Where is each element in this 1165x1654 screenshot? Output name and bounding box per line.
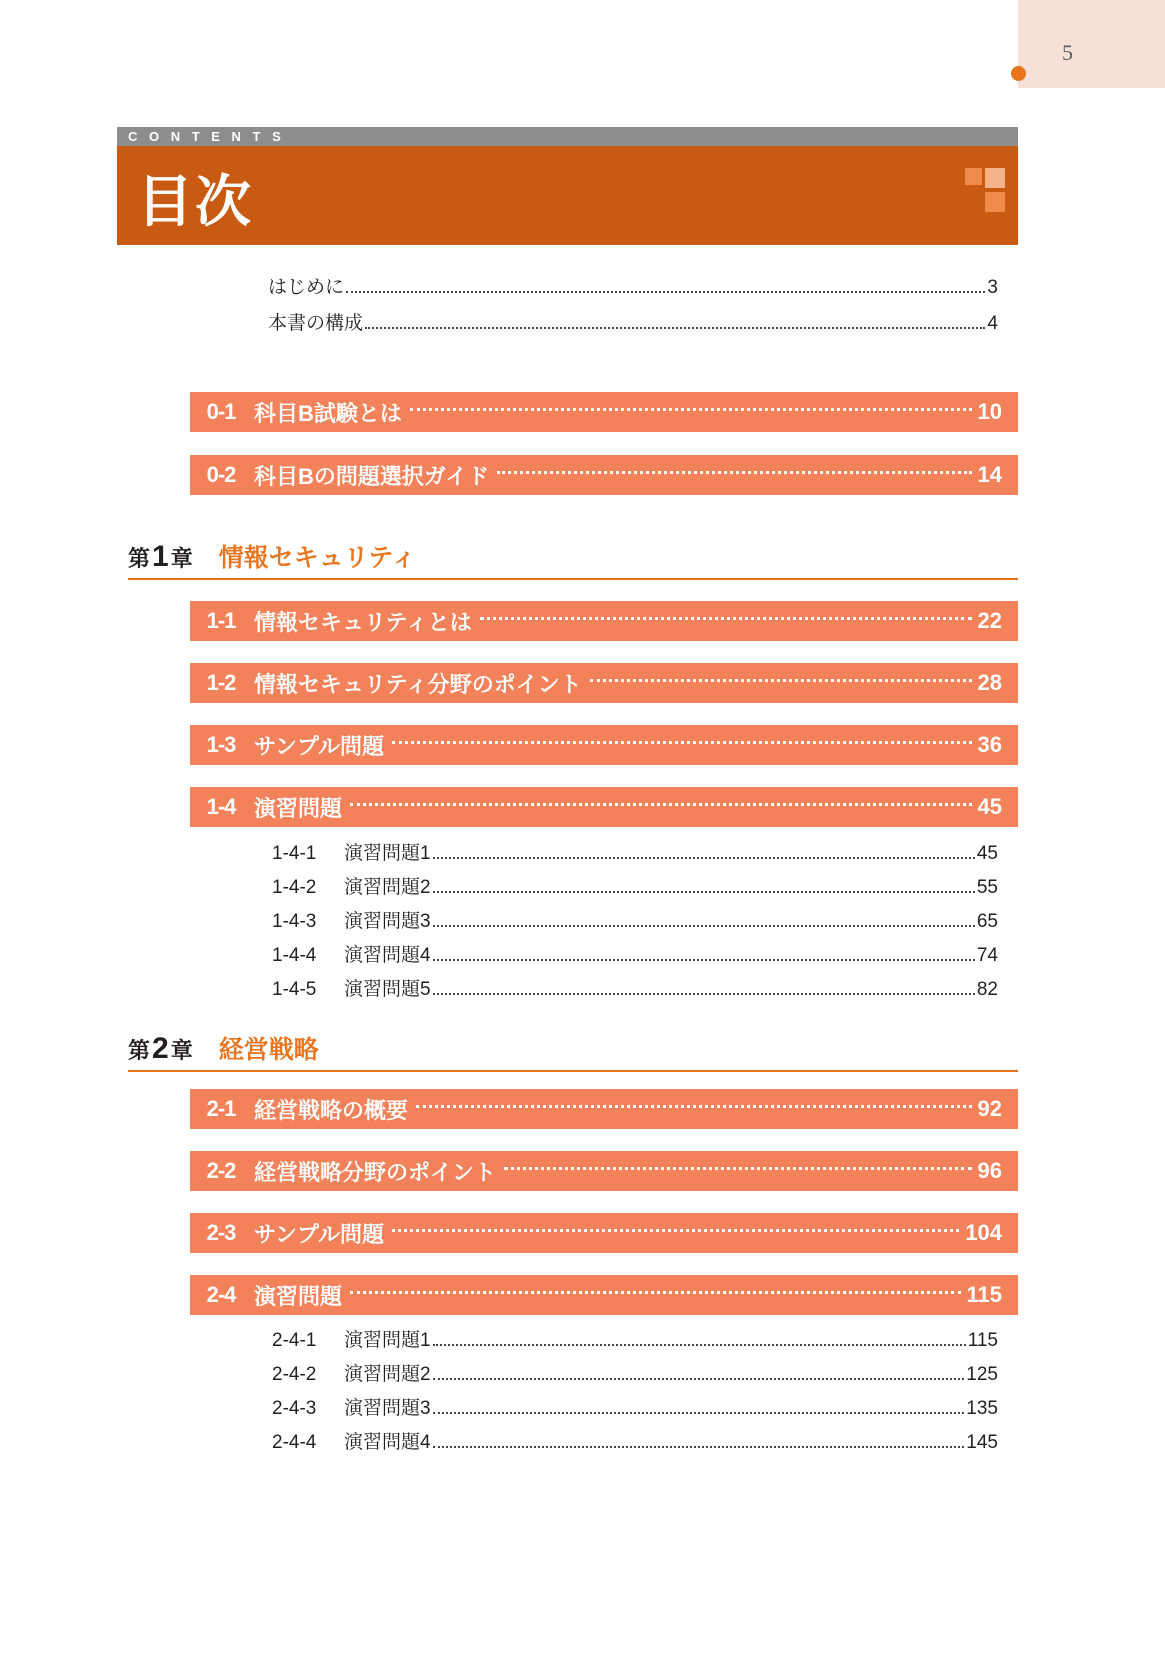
- leader-dots: [433, 1445, 965, 1448]
- leader-dots: [392, 1228, 959, 1232]
- subsection-title: 演習問題4: [344, 1432, 431, 1453]
- chapter-suffix: 章: [170, 546, 193, 571]
- subsection-number: 1-4-3: [272, 911, 317, 932]
- leader-dots: [480, 616, 972, 620]
- section-number: 0-1: [206, 399, 236, 424]
- leader-dots: [433, 856, 975, 859]
- section-title: 経営戦略分野のポイント: [254, 1159, 497, 1185]
- section-page: 115: [966, 1282, 1002, 1307]
- section-title: 科目Bの問題選択ガイド: [254, 463, 490, 489]
- subsection-page: 125: [966, 1364, 998, 1385]
- leader-dots: [433, 992, 975, 995]
- toc-section-row[interactable]: [190, 455, 1018, 495]
- section-number: 2-3: [206, 1220, 236, 1245]
- list-item[interactable]: [272, 1393, 998, 1420]
- subsection-title: 演習問題2: [344, 1364, 431, 1385]
- subsection-number: 1-4-1: [272, 843, 317, 864]
- chapter-prefix: 第: [128, 1038, 151, 1063]
- corner-dot-icon: [1011, 66, 1026, 81]
- section-title: 演習問題: [254, 1283, 343, 1309]
- section-number: 1-2: [206, 670, 236, 695]
- section-number: 1-4: [206, 794, 236, 819]
- subsection-number: 2-4-2: [272, 1364, 317, 1385]
- subsection-number: 2-4-1: [272, 1330, 317, 1351]
- section-title: 演習問題: [254, 795, 343, 821]
- section-number: 0-2: [206, 462, 236, 487]
- section-page: 10: [977, 399, 1002, 424]
- front-matter-label: はじめに: [268, 277, 345, 298]
- leader-dots: [590, 678, 972, 682]
- section-number: 1-3: [206, 732, 236, 757]
- list-item[interactable]: [272, 940, 998, 967]
- subsection-number: 1-4-2: [272, 877, 317, 898]
- chapter-prefix: 第: [128, 546, 151, 571]
- toc-section-row[interactable]: [190, 787, 1018, 827]
- section-page: 22: [977, 608, 1002, 633]
- section-page: 96: [977, 1158, 1002, 1183]
- list-item[interactable]: [272, 1427, 998, 1454]
- list-item[interactable]: [272, 974, 998, 1001]
- subsection-title: 演習問題1: [344, 843, 431, 864]
- chapter-number: 1: [152, 540, 169, 573]
- list-item[interactable]: [268, 272, 998, 299]
- toc-section-row[interactable]: [190, 725, 1018, 765]
- toc-section-row[interactable]: [190, 663, 1018, 703]
- subsection-number: 2-4-4: [272, 1432, 317, 1453]
- front-matter-list: [268, 272, 998, 344]
- toc-section-row[interactable]: [190, 1089, 1018, 1129]
- subsection-title: 演習問題5: [344, 979, 431, 1000]
- subsection-title: 演習問題4: [344, 945, 431, 966]
- toc-title-bar: [117, 146, 1018, 245]
- subsection-page: 145: [966, 1432, 998, 1453]
- section-number: 1-1: [206, 608, 236, 633]
- subsection-page: 65: [976, 911, 998, 932]
- front-matter-page: 4: [987, 313, 998, 334]
- subsection-number: 2-4-3: [272, 1398, 317, 1419]
- section-page: 45: [977, 794, 1002, 819]
- toc-section-row[interactable]: [190, 1275, 1018, 1315]
- section-page: 104: [965, 1220, 1002, 1245]
- chapter-name: 経営戦略: [218, 1036, 319, 1064]
- leader-dots: [350, 802, 972, 806]
- subsection-title: 演習問題3: [344, 1398, 431, 1419]
- section-number: 2-2: [206, 1158, 236, 1183]
- chapter-suffix: 章: [170, 1038, 193, 1063]
- leader-dots: [433, 890, 975, 893]
- page-number: 5: [1062, 40, 1073, 65]
- subsection-list-2-4: [272, 1325, 998, 1461]
- chapter-heading-1: [128, 538, 1018, 580]
- decor-square-icon: [965, 168, 982, 185]
- chapter-heading-2: [128, 1030, 1018, 1072]
- subsection-page: 135: [966, 1398, 998, 1419]
- contents-label: C O N T E N T S: [128, 129, 285, 144]
- leader-dots: [416, 1104, 972, 1108]
- section-page: 92: [977, 1096, 1002, 1121]
- leader-dots: [433, 1343, 966, 1346]
- subsection-title: 演習問題1: [344, 1330, 431, 1351]
- decor-square-icon: [985, 192, 1005, 212]
- leader-dots: [497, 470, 971, 474]
- toc-section-row[interactable]: [190, 392, 1018, 432]
- list-item[interactable]: [272, 838, 998, 865]
- decor-square-icon: [985, 168, 1005, 188]
- section-title: 情報セキュリティ分野のポイント: [254, 671, 582, 697]
- leader-dots: [346, 290, 985, 293]
- toc-section-row[interactable]: [190, 1213, 1018, 1253]
- list-item[interactable]: [272, 1359, 998, 1386]
- leader-dots: [365, 326, 985, 329]
- section-page: 28: [977, 670, 1002, 695]
- list-item[interactable]: [272, 906, 998, 933]
- leader-dots: [504, 1166, 972, 1170]
- leader-dots: [433, 1377, 965, 1380]
- subsection-list-1-4: [272, 838, 998, 1008]
- section-title: 情報セキュリティとは: [254, 609, 472, 635]
- section-page: 36: [977, 732, 1002, 757]
- section-title: 経営戦略の概要: [254, 1097, 409, 1123]
- leader-dots: [433, 1411, 965, 1414]
- page-title: 目次: [137, 170, 253, 233]
- front-matter-label: 本書の構成: [268, 313, 364, 334]
- list-item[interactable]: [268, 308, 998, 335]
- section-title: サンプル問題: [254, 1221, 385, 1247]
- front-matter-page: 3: [987, 277, 998, 298]
- subsection-page: 74: [976, 945, 998, 966]
- subsection-page: 115: [967, 1330, 998, 1351]
- list-item[interactable]: [272, 1325, 998, 1352]
- subsection-page: 45: [976, 843, 998, 864]
- leader-dots: [433, 958, 975, 961]
- list-item[interactable]: [272, 872, 998, 899]
- subsection-title: 演習問題3: [344, 911, 431, 932]
- subsection-page: 82: [976, 979, 998, 1000]
- leader-dots: [410, 407, 972, 411]
- section-number: 2-1: [206, 1096, 236, 1121]
- section-title: 科目B試験とは: [254, 400, 402, 426]
- section-number: 2-4: [206, 1282, 236, 1307]
- section-title: サンプル問題: [254, 733, 385, 759]
- leader-dots: [433, 924, 975, 927]
- subsection-page: 55: [976, 877, 998, 898]
- chapter-number: 2: [152, 1032, 169, 1065]
- section-page: 14: [977, 462, 1002, 487]
- chapter-name: 情報セキュリティ: [218, 544, 417, 572]
- subsection-number: 1-4-4: [272, 945, 317, 966]
- toc-section-row[interactable]: [190, 1151, 1018, 1191]
- subsection-number: 1-4-5: [272, 979, 317, 1000]
- corner-decoration: [1018, 0, 1165, 88]
- leader-dots: [392, 740, 971, 744]
- subsection-title: 演習問題2: [344, 877, 431, 898]
- toc-section-row[interactable]: [190, 601, 1018, 641]
- leader-dots: [350, 1290, 960, 1294]
